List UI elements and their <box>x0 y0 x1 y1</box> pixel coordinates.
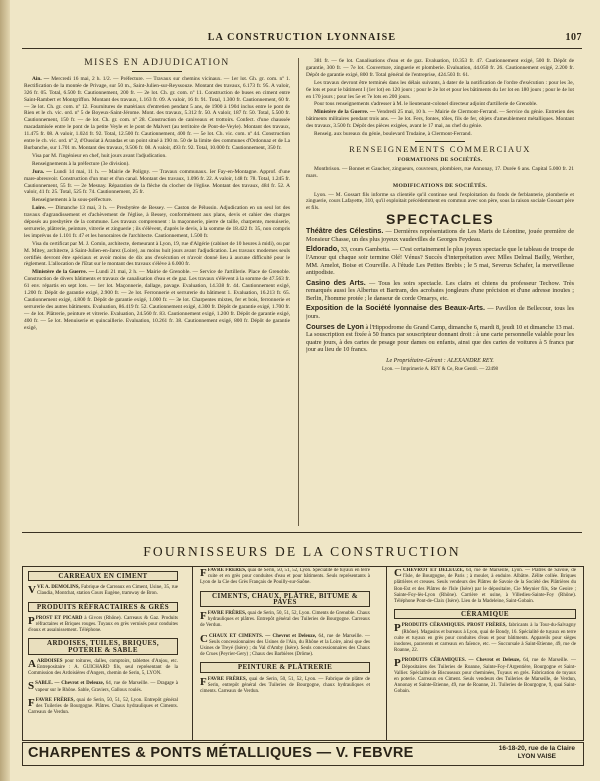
supplier-name: FAVRE FRÈRES, <box>35 697 75 703</box>
formations-text: Montbrison. — Bonnet et Gaucher, zingueurs, couvreurs, plombiers, rue Annonay, 17. Durée 6 ans. Capital 5.000 fr. 21 mars. <box>306 165 574 179</box>
supplier-ad <box>28 585 178 597</box>
paragraph-lead: Loire. — <box>32 205 54 212</box>
ad-divider-1 <box>192 566 193 740</box>
spectacles-title: SPECTACLES <box>385 211 495 228</box>
paragraph <box>306 58 574 79</box>
show-name: Eldorado, <box>306 244 340 254</box>
supplier-ad <box>200 677 370 696</box>
supplier-name: SABLE. — Chevrot et Deleuze, <box>35 681 105 687</box>
supplier-name: CHAUX ET CIMENTS. — Chevrot et Deleuze, <box>208 633 317 639</box>
paragraph <box>24 241 290 269</box>
paragraph <box>24 169 290 197</box>
paragraph-text: Renseig. aux bureaux du génie, boulevard Trudaine, à Clermont-Ferrand. <box>314 131 472 138</box>
show-text: 33, cours Gambetta. — C'est certainement le plus joyeux spectacle que le tableau de troupe de l'Amour qui chaque soir termine Olé! Vénus? Succès d'interprétation avec Mlles Delmal Bailly, Werther, MM. Amelot, Boise et Courville. A l'étude Les Petites Brebis ; le 5 mai, Severus Schafer, la merveilleuse antipodiste. <box>306 246 574 277</box>
rens-title: RENSEIGNEMENTS COMMERCIAUX <box>349 143 531 154</box>
mises-column <box>24 58 290 518</box>
drop-cap: C <box>394 568 402 579</box>
show-item <box>306 279 574 303</box>
header-rule <box>22 48 582 49</box>
supplier-ad <box>28 681 178 693</box>
paragraph-text: Dimanche 13 mai, 3 h. — Presbytère de Bessey. — Caston de Pélussin. Adjudication en un seul lot des travaux d'agrandissement et d'achèvement de l'église, à Bessey, conformément aux plans, devis et cahier des charges déposés au presbytère de la commune. Les travaux comprennent : la maçonnerie, pierre de taille, charpente, menuiserie, serrurerie, plâtrerie, peinture, vitrerie et zinguerie ; ils s'élèvent, d'après le devis, à la somme de 18.422 fr. 35, non compris les imprévus de 1.101 fr. 47 et les honoraires de l'architecte. Cautionnement, 1.500 fr. <box>24 205 290 239</box>
paragraph-text: Lundi 21 mai, 2 h. — Mairie de Grenoble. — Service de l'artillerie. Place de Grenoble. Construction de divers bâtiments et travaux de canalisation d'eau et de gaz. Les travaux s'élèvent à la somme de 47.563 fr. 61 env. répartis en sept lots. — 1er lot. Maçonnerie, dallage, pavage. Evaluation, 14.338 fr. 44. Cautionnement exigé, 1.200 fr. Dépôt de garantie exigé, 2.900 fr. — 2e lot. Ferronnerie et serrurerie du bâtiment 1. Evaluation, 16.213 fr. 65. Cautionnement exigé, 4.800 fr. Dépôt de garantie exigé, 1.000 fr. — 3e lot. Charpentes mixtes, fer et bois, ferronnerie et serrurerie des autres bâtiments. Evaluation, 86.419 fr. 52. Cautionnement exigé, 4.300 fr. Dépôt de garantie exigé, 1.700 fr. — 4e lot. Plâtrerie, peinture et vitrerie. Evaluation, 24.560 fr. 83. Cautionnement exigé, 1.200 fr. Dépôt de garantie exigé, 400 fr. — 5e lot. Menuiserie et quincaillerie. Evaluation, 10.261 fr. 38. Cautionnement exigé, 800 fr. Dépôt de garantie exigé, <box>24 269 290 331</box>
show-text: — Pavillon de Bellecour, tous les jours. <box>306 305 574 321</box>
supplier-ad <box>28 616 178 635</box>
ad-divider-2 <box>386 566 387 740</box>
drop-cap: P <box>394 657 401 670</box>
drop-cap: A <box>28 657 36 670</box>
modifications-text: Lyon. — M. Gossart fils informe sa clientèle qu'il continue seul l'exploitation du fonds de ferblanterie, plomberie et zinguerie, cours Lafayette, 310, qu'il exploitait précédemment en commun avec son père, sous la raison sociale Gossart père et fils. <box>306 191 574 212</box>
show-item <box>306 304 574 320</box>
shows-list <box>306 227 574 354</box>
supplier-text: 64, rue de Marseille. — Seuls concessionnaires des Usines de l'Ain, du Rhône et la Loire, ainsi que des Usines de Treyé (Isère) ; du Val d'Amby (Isère). Seuls concessionnaires des Chaux de Crues (Peyrier-Gery) ; Chaux des Barbières (Drôme). <box>200 633 370 658</box>
paragraph <box>306 131 574 138</box>
drop-cap: C <box>200 632 208 645</box>
supplier-text: quai de Serin, 50, 51, 52, Lyon. Spécialité de tuyaux en terre cuite et en grès pour conduites d'eau et pour bâtiments. Seuls représentants à Lyon de la Cie des Grès Français de Pouilly-sur-Saône. <box>200 568 370 586</box>
ad-category: PRODUITS RÉFRACTAIRES & GRÈS <box>28 602 178 612</box>
ads-column-3 <box>394 568 576 738</box>
paragraph-text: Mercredi 16 mai, 2 h. 1/2. — Préfecture. — Travaux sur chemins vicinaux. — 1er lot. Gh. gr. com. nº 1. Rectification de la montée de Privage, sur 50 m., Saint-Julien-sur-Reyssouze. Montant des travaux, 6.173 fr. 95. A valoir, 326 fr. 05. Total, 6.500 fr. Cautionnement, 200 fr. — 2e lot. Ch. gr. com. nº 11. Construction de buses en ciment entre Saint-Rambert et Montgriffon. Montant des travaux, 1.163 fr. 09. A valoir, 16 fr. 91. Total, 1.300 fr. Cautionnement, 60 fr. — 3e lot. Ch. gr. com. nº 12. Fournitures de matériaux d'entretien pendant 5 ans, de 1900 à 1904 inclus entre le pont de Rien et le ch. vic. ord. nº 5 de Boyeux-Saint-Jérome. Mont. des travaux, 5.312 fr. 50. A valoir, 187 fr. 50. Total, 5.500 fr. Cautionnement, 150 fr. — 4e lot. Ch. gr. com. nº 28. Construction de caniveaux et trottoirs. Confect. d'une chaussée macadamisée entre le pont de la petite Veyle et le pont de Malvert (au territoire de Pont-de-Veyle). Montant des travaux, 11.475 fr. 08. A valoir, 1.024 fr. 92. Total, 12.500 fr. Cautionnement, 400 fr. — 5e lot. Ch. vic. com. nº 44. Construction entre le ch. vic. ord. nº 2, d'Oussiat à Arandas et un point situé à 190 m. 50 de la limite des communes d'Ordonnaz et de La Burbanche, sur 1.701 m. Montant des travaux, 9.506 fr. 08. A valoir, 493 fr. 92. Total, 10.000 fr. Cautionnement, 350 fr. <box>24 75 290 151</box>
drop-cap: F <box>28 696 35 709</box>
supplier-text: quai de Serin, 50, 51, 52, Lyon. Entrepôt général des Tuileries de Bourgogne. Plâtres. Chaux hydrauliques et Ciments. Carreaux de Verdun. <box>28 697 178 716</box>
page-binding <box>0 0 10 781</box>
paragraph-text: Lundi 14 mai, 11 h. — Mairie de Poligny. — Travaux communaux. Ier Fay-en-Montagne. Approf. d'une mare-abreuvoir. Construction d'un mur et d'un canal. Montant des travaux, 1.096 fr. 22. A valoir, 148 fr. 78. Total, 1.245 fr. Cautionnement, 55 fr. — 2e Mesnay. Réparation de la flèche du clocher de l'église. Montant des travaux, 484 fr. 52. A valoir, 41 fr. 25. Total, 525 fr. 74. Cautionnement, 25 fr. <box>24 168 290 196</box>
footer-address-line1: 16-18-20, rue de la Claire <box>498 745 575 752</box>
paragraph-text: 381 fr. — 6e lot. Canalisations d'eau et de gaz. Evaluation, 10.353 fr. 47. Cautionnement exigé, 500 fr. Dépôt de garantie, 300 fr. — 7e lot. Couverture, zinguerie et plomberie. Evaluation, 44.050 fr. 26. Cautionnement exigé, 2.200 fr. Dépôt de garantie exigé, 800 fr. Total général de l'entreprise, 424.503 fr. 61. <box>306 58 574 78</box>
paragraph <box>24 153 290 160</box>
paragraph-text: Visa du certificat par M. J. Comin, architecte, demeurant à Lyon, 19, rue d'Algérie (cabinet de 10 heures à midi), ou par M. Mitey, architecte, à Saint-Julien-en-Jarez (Loire), au moins huit jours avant l'adjudication. Les travaux modernes seuls certifiés devront être spéciaux et avoir moins de dix ans d'exécution et n'avoir donné lieu à aucune difficulté pour le règlement. L'allocation de l'Etat sur le montant des travaux s'élève à 6.000 fr. <box>24 240 290 268</box>
show-item <box>306 227 574 243</box>
supplier-name: FAVRE FRÈRES, <box>207 611 247 617</box>
supplier-text: pour toitures, dalles, comptoirs, tablettes d'Anjou, etc. Entrepositaire : A. GUICHARD fils, seul représentant de la Commission des Ardoisières d'Angers, chemin de Serin, 5, LYON. <box>28 658 178 677</box>
supplier-name: PRODUITS CÉRAMIQUES. — Chevrot et Deleuze, <box>401 658 521 664</box>
supplier-text: quai de Serin, 50, 51, 52, Lyon. Ciments de Grenoble. Chaux hydrauliques et plâtres. Entrepôt général des Tuileries de Bourgogne. Carreaux de Verdun. <box>200 611 370 629</box>
page-header <box>22 32 582 48</box>
supplier-ad <box>28 659 178 678</box>
drop-cap: V <box>28 584 36 597</box>
paragraph <box>24 161 290 168</box>
supplier-ad <box>394 568 576 605</box>
show-text: — Tous les soirs spectacle. Les clairs et chiens du professeur Techow. Très remarqués aussi les Albertus et Bartram, des acrobates jongleurs d'une précision et d'une adresse inouïes ; Berlin, l'homme protée ; le danseur de corde Omarys, etc. <box>306 279 574 302</box>
footer-main: CHARPENTES & PONTS MÉTALLIQUES — V. FEBVRE <box>28 745 414 761</box>
supplier-text: fabricants à la Tour-du-Salvagny (Rhône). Magasins et bureaux à Lyon, quai de Bondy, 16. Spécialité de tuyaux en terre cuite et tuyaux en grès pour conduites d'eau et pour bâtiments. Appareils pour sièges inodores, paravents et carreaux en faïence, etc. — Succursale à Saint-Etienne, 49, rue de Roanne, 22. <box>394 623 576 654</box>
show-text: à l'Hippodrome du Grand Camp, dimanche 6, mardi 8, jeudi 10 et dimanche 13 mai. La souscription est fixée à 50 francs par souscripteur donnant droit : à une carte personnelle valable pour les quatre jours, à des cartes de pesage pour dames ou enfants, ainsi que des cartes de voitures à 5 francs par jour au lieu de 10 francs. <box>306 323 574 354</box>
supplier-text: 64, rue de Marseille, Lyon. — Plâtres de Savoie, de l'Isle, de Bourgogne, de Paris ; à mouler, à enduire. Albâtre. Zélite collée. Briques plâtrières et creuses. Seuls vendeurs des Plâtres de Savoie de la Société des Plâtrières du Bon-Est et des Plâtres de l'Isle (Isère) par le dépositaire, Cie Meynier fils, Ste Geoire ; Sainte-Foy-lès-Lyon (Rhône). Carrière et usine, à Villedieu-Sainte-Foy (Rhône). Téléphone Pont-de-Claix (Isère). Lieu de la Madeleine, Saint-Gobain. <box>394 568 576 605</box>
paragraph <box>24 205 290 240</box>
page-number: 107 <box>565 32 582 43</box>
mid-rule <box>22 532 582 533</box>
ad-category: PEINTURE & PLÂTRERIE <box>200 662 370 672</box>
footer-address <box>499 745 575 761</box>
footer-address-line2: LYON VAISE <box>517 753 557 760</box>
show-name: Exposition de la Société lyonnaise des Beaux-Arts. <box>306 303 486 313</box>
paragraph <box>24 76 290 152</box>
drop-cap: P <box>28 614 35 627</box>
show-name: Courses de Lyon <box>306 321 365 331</box>
column-divider <box>298 58 299 526</box>
supplier-name: VE A. DEMOLINS, <box>36 585 80 591</box>
ads-column-2 <box>200 568 370 738</box>
paragraph <box>24 197 290 204</box>
drop-cap: S <box>28 680 35 693</box>
supplier-text: à Givors (Rhône). Carreaux & Gaz. Produits réfractaires et Briques rouges. Tuyaux en grès vernisés pour conduites d'eaux et assainissement. Téléphone. <box>28 615 178 634</box>
paragraph-text: Renseignements à la préfecture (3e division). <box>32 160 130 167</box>
supplier-ad <box>394 658 576 695</box>
gerant-line: Le Propriétaire-Gérant : ALEXANDRE REY. <box>386 358 494 365</box>
supplier-name: PRODUITS CÉRAMIQUES. PROST FRÈRES, <box>401 623 507 629</box>
mises-title-rule <box>132 71 182 72</box>
supplier-ad <box>28 698 178 717</box>
show-item <box>306 245 574 276</box>
supplier-name: PROST ET PICARD <box>35 615 83 621</box>
show-name: Théâtre des Célestins. <box>306 226 384 236</box>
mises-paragraphs <box>24 76 290 332</box>
right-rule <box>415 141 465 142</box>
supplier-name: ARDOISES <box>36 658 63 664</box>
drop-cap: F <box>200 610 207 623</box>
page-title: LA CONSTRUCTION LYONNAISE <box>207 32 397 43</box>
paragraph <box>306 109 574 130</box>
supplier-ad <box>394 623 576 654</box>
paragraph-text: Vendredi 25 mai, 10 h. — Mairie de Clermont-Ferrand. — Service du génie. Entretien des bâtiments militaires pendant trois ans. — 3e lot. Fers, fontes, tôles, fils de fer, objets d'ameublement métalliques. Montant des travaux, 3.500 fr. Dépôt des pièces exigées, avant le 17 mai, au chef du génie. <box>306 109 574 130</box>
drop-cap: F <box>200 568 207 579</box>
supplier-ad <box>200 634 370 659</box>
drop-cap: F <box>200 675 207 688</box>
ads-column-1 <box>28 568 178 738</box>
paragraph <box>24 269 290 331</box>
paragraph-lead: Ministère de la Guerre. — <box>32 269 95 276</box>
supplier-name: FAVRE FRÈRES, <box>207 568 247 573</box>
supplier-name: CHEVROT ET DELEUZE, <box>402 568 464 573</box>
show-text: — Dernières représentations de Les Maris de Léontine, jouée première de Monsieur Chasse, un des plus joyeux vaudevilles de Georges Feydeau. <box>306 228 574 243</box>
supplier-name: FAVRE FRÈRES, <box>207 676 247 682</box>
paragraph-text: Renseignements à la sous-préfecture. <box>32 197 113 204</box>
paragraph-lead: Jura. — <box>32 168 52 175</box>
ad-category: CÉRAMIQUE <box>394 609 576 619</box>
fournisseurs-title: FOURNISSEURS DE LA CONSTRUCTION <box>143 544 461 559</box>
drop-cap: P <box>394 622 401 635</box>
printer-line: Lyon. — Imprimerie A. REY & Ce, Rue Gentil. — 22498 <box>382 366 498 372</box>
supplier-text: 64, rue de Marseille. — Dragage à vapeur sur le Rhône. Sable, Graviers, Galloux roulés. <box>35 681 178 693</box>
right-column <box>306 58 574 528</box>
paragraph <box>306 101 574 108</box>
supplier-text: Fabrique de Carreaux en Ciment, Usine, 35, rue Claudia, Montchat, station Cours Eugène, tramway de Bron. <box>36 585 178 597</box>
right-paragraphs <box>306 58 574 138</box>
paragraph-lead: Ain. — <box>32 75 50 82</box>
supplier-ad <box>200 611 370 630</box>
paragraph-text: Pour tous renseignements s'adresser à M. le lieutenant-colonel directeur adjoint d'artillerie de Grenoble. <box>314 101 538 108</box>
paragraph-lead: Ministère de la Guerre. — <box>314 109 376 116</box>
formations-title: FORMATIONS DE SOCIÉTÉS. <box>397 156 483 163</box>
show-name: Casino des Arts. <box>306 277 366 287</box>
ad-category: CIMENTS, CHAUX, PLÂTRE, BITUME & PAVÉS <box>200 591 370 607</box>
footer-advert <box>22 742 584 766</box>
supplier-ad <box>200 568 370 587</box>
supplier-text: quai de Serin, 50, 51, 52, Lyon. — Fabrique de plâtre de Serin, entrepôt général des Tuileries de Bourgogne, chaux hydrauliques et ciments. Carreaux de Verdun. <box>200 676 370 695</box>
modifications-title: MODIFICATIONS DE SOCIÉTÉS. <box>392 182 488 189</box>
show-item <box>306 323 574 354</box>
ad-category: ARDOISES, TUILES, BRIQUES, POTERIE & SABLE <box>28 638 178 654</box>
paragraph-text: Visa par M. l'ingénieur en chef, huit jours avant l'adjudication. <box>32 152 167 159</box>
paragraph-text: Les travaux devront être terminés dans les délais suivants, à dater de la notification de l'ordre d'exécution : pour les 3e, 6e lots et pour le bâtiment I (1er lot) en 120 jours ; pour le 2e lot et pour les bâtiments du 1er lot en 180 jours ; pour le 4e lot en 170 jours ; pour les 5e et 7e lots en 200 jours. <box>306 79 574 100</box>
supplier-text: 64, rue de Marseille. — Dépositaires des Tuileries de Roanne, Sainte-Foy-l'Argentière, Bourgogne et Saint-Vallier. Spécialité de Biscuseaux pour cheminées, Tuyaux en grès. Fabrication de tuyaux en poterie. Carreaux en Ciment. Seuls vendeurs des Tuileries de Marseille, de Verdun, Annonay et Sainte-Etienne, 49, rue de Roanne, 21. Tuileries de Bourgogne, 9, quai Saint-Gobain. <box>394 658 576 695</box>
paragraph <box>306 80 574 101</box>
ad-category: CARREAUX EN CIMENT <box>28 571 178 581</box>
mises-title: MISES EN ADJUDICATION <box>84 58 230 68</box>
